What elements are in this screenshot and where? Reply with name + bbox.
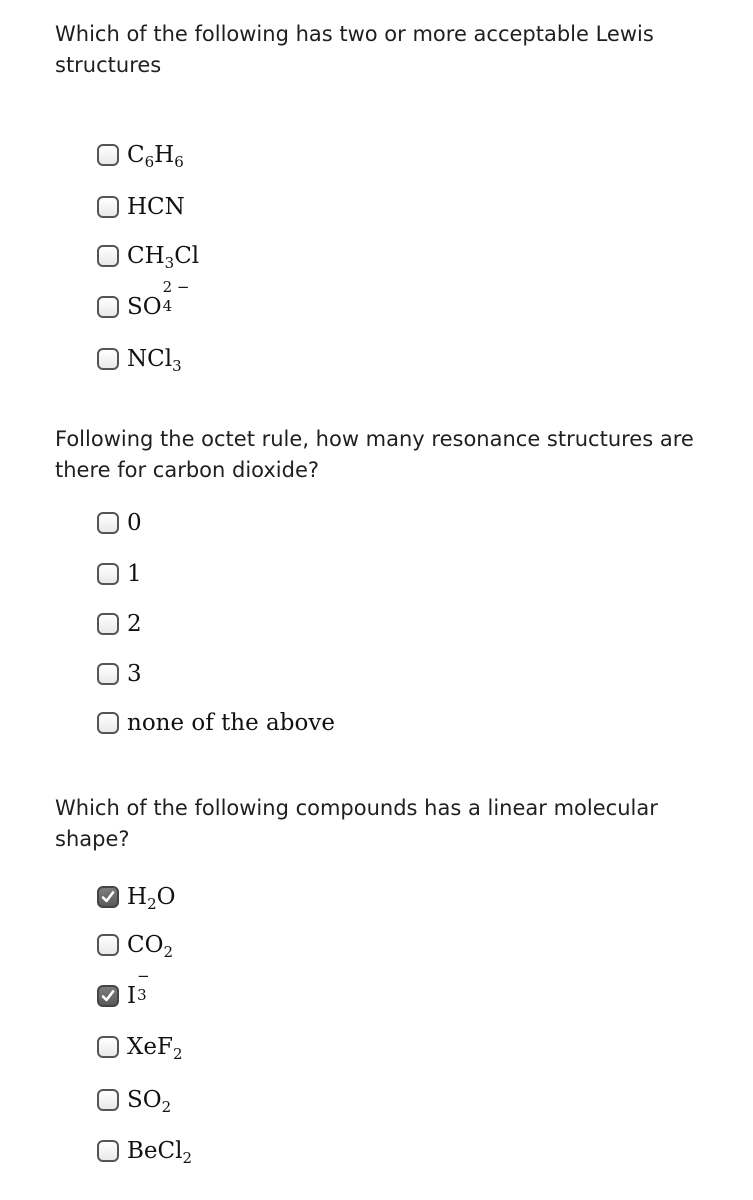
checkbox[interactable] <box>97 934 119 956</box>
question-2 <box>55 424 725 486</box>
formula-subscript: 3 <box>164 254 175 272</box>
option-row[interactable] <box>97 135 184 175</box>
checkbox[interactable] <box>97 563 119 585</box>
option-label: 0 <box>127 510 142 536</box>
checkbox[interactable] <box>97 1089 119 1111</box>
charge-superscript: − <box>137 967 150 985</box>
question-3 <box>55 793 725 855</box>
option-row[interactable] <box>97 503 142 543</box>
formula-subscript: 4 <box>162 297 173 315</box>
option-row[interactable] <box>97 187 185 227</box>
option-row[interactable] <box>97 703 335 743</box>
checkbox[interactable] <box>97 1036 119 1058</box>
formula-subscript: 2 <box>182 1149 193 1167</box>
option-label: NCl$_3$ <box>127 346 182 375</box>
checkmark-icon <box>100 988 116 1004</box>
option-label: 2 <box>127 611 142 637</box>
checkbox[interactable] <box>97 613 119 635</box>
charge-superscript: 2 − <box>162 278 190 296</box>
option-label: 1 <box>127 561 142 587</box>
option-row[interactable] <box>97 554 142 594</box>
checkbox[interactable] <box>97 712 119 734</box>
question-3-text: Which of the following compounds has a linear molecular shape? <box>55 796 658 851</box>
option-label: I − 3 <box>127 983 162 1009</box>
formula-subscript: 2 <box>163 943 174 961</box>
option-row[interactable] <box>97 604 142 644</box>
option-label: BeCl$_2$ <box>127 1138 193 1167</box>
checkbox[interactable] <box>97 144 119 166</box>
checkbox[interactable] <box>97 663 119 685</box>
formula-subscript: 6 <box>144 153 155 171</box>
option-label: 3 <box>127 661 142 687</box>
option-row[interactable] <box>97 877 175 917</box>
option-label: $H_2O$ <box>127 884 176 913</box>
option-row[interactable] <box>97 925 173 965</box>
checkmark-icon <box>100 889 116 905</box>
checkbox[interactable] <box>97 512 119 534</box>
checkbox-checked[interactable] <box>97 985 119 1007</box>
checkbox[interactable] <box>97 348 119 370</box>
question-1-text: Which of the following has two or more acceptable Lewis structures <box>55 22 654 77</box>
option-label: $SO_2$ <box>127 1087 172 1116</box>
option-label: XeF$_2$ <box>127 1034 183 1063</box>
formula-subscript: 3 <box>172 357 182 375</box>
checkbox-checked[interactable] <box>97 886 119 908</box>
option-label: $CH_3Cl$ <box>127 243 200 272</box>
option-row[interactable] <box>97 654 142 694</box>
option-row[interactable] <box>97 339 182 379</box>
question-1 <box>55 19 725 81</box>
formula-subscript: 2 <box>161 1098 172 1116</box>
checkbox[interactable] <box>97 1140 119 1162</box>
charge-index <box>162 278 190 315</box>
option-label: $C_6H_6$ <box>127 142 184 171</box>
option-label: $CO_2$ <box>127 932 174 961</box>
option-label: SO 2 − 4 <box>127 278 190 320</box>
checkbox[interactable] <box>97 196 119 218</box>
formula-subscript: 2 <box>172 1045 183 1063</box>
question-2-text: Following the octet rule, how many resonance structures are there for carbon dioxide? <box>55 427 694 482</box>
checkbox[interactable] <box>97 245 119 267</box>
formula-subscript: 6 <box>174 153 184 171</box>
option-row[interactable] <box>97 1027 183 1067</box>
formula-subscript: 3 <box>137 986 147 1004</box>
option-row[interactable] <box>97 1131 192 1171</box>
option-row[interactable] <box>97 278 190 327</box>
checkbox[interactable] <box>97 296 119 318</box>
option-row[interactable] <box>97 967 162 1016</box>
formula-subscript: 2 <box>147 895 157 913</box>
option-label: HCN <box>127 194 185 220</box>
option-row[interactable] <box>97 1080 171 1120</box>
option-row[interactable] <box>97 236 199 276</box>
option-label: none of the above <box>127 710 335 736</box>
